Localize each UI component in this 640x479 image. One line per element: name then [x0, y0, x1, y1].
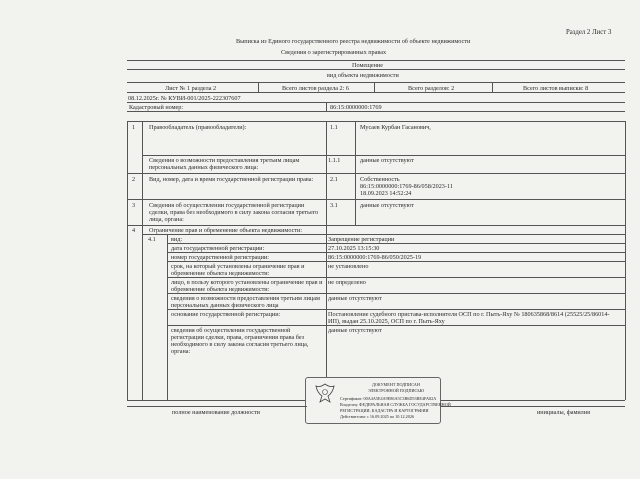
row-1-subnumber: 1.1 [330, 124, 338, 131]
item-transaction-value: данные отсутствуют [328, 327, 382, 334]
row-2-value-3: 18.09.2023 14:52:24 [360, 190, 412, 197]
item-reg-date-value: 27.10.2025 13:15:30 [328, 245, 380, 252]
row-1-value: Мусаев Курбан Гасанович, [360, 124, 431, 131]
total-sections: Всего разделов: 2 [408, 85, 455, 92]
document-title: Выписка из Единого государственного реестра недвижимости об объекте недвижимости [236, 38, 471, 45]
row-3-subnumber: 3.1 [330, 202, 338, 209]
sheet-number: Лист № 1 раздела 2 [165, 85, 217, 92]
section-sheet-label: Раздел 2 Лист 3 [566, 29, 612, 36]
item-transaction-label: сведения об осуществлении государственной регистрации сделки, права, ограничения права без необходимого в силу закона согласия третьего лица, органа: [171, 327, 309, 355]
row-1-number: 1 [132, 124, 136, 131]
item-basis-label: основание государственной регистрации: [171, 311, 281, 318]
document-subtitle: Сведения о зарегистрированных правах [281, 49, 387, 56]
object-type-caption: вид объекта недвижимости [327, 72, 399, 79]
item-basis-value: Постановление судебного пристава-исполнителя ОСП по г. Пыть-Яху № 180635868/8614 (25525/25/86014-ИП), выдан 25.10.2025, ОСП по г. Пыть-Яху [328, 311, 610, 325]
stamp-certificate: Сертификат: 00A4A5E4A9E86A5C3B6D53BE4FA82A [340, 396, 437, 401]
row-3-value: данные отсутствуют [360, 202, 414, 209]
row-1b-label: Сведения о возможности предоставления третьим лицам персональных данных физического лица: [149, 157, 300, 171]
item-term-value: не установлено [328, 263, 369, 270]
cadastral-label: Кадастровый номер: [129, 104, 184, 111]
row-1b-subnumber: 1.1.1 [328, 157, 341, 164]
item-personal-data-label: сведения о возможности предоставления третьим лицам персональных данных физического лица [171, 295, 320, 309]
stamp-owner-2: РЕГИСТРАЦИИ, КАДАСТРА И КАРТОГРАФИИ [340, 408, 429, 413]
row-4-label: Ограничение прав и обременение объекта недвижимости: [149, 227, 303, 234]
electronic-signature-stamp [305, 377, 451, 424]
total-sheets: Всего листов выписки: 8 [523, 85, 589, 92]
row-1-label: Правообладатель (правообладатели): [149, 124, 247, 131]
row-3-number: 3 [132, 202, 136, 209]
item-reg-number-value: 86:15:0000000:1769-86/050/2025-19 [328, 254, 422, 261]
sheets-in-section: Всего листов раздела 2: 6 [282, 85, 349, 92]
stamp-line-1: ДОКУМЕНТ ПОДПИСАН [372, 382, 420, 387]
stamp-line-2: ЭЛЕКТРОННОЙ ПОДПИСЬЮ [368, 388, 425, 393]
object-type: Помещение [352, 62, 383, 69]
item-reg-date-label: дата государственной регистрации: [171, 245, 265, 252]
date-and-number: 08.12.2025г. № КУВИ-001/2025-222307607 [128, 95, 241, 102]
row-4-subnumber: 4.1 [148, 236, 156, 243]
row-1b-value: данные отсутствуют [360, 157, 414, 164]
item-beneficiary-label: лицо, в пользу которого установлены ограничение прав и обременение объекта недвижимости: [171, 279, 323, 293]
row-2-label: Вид, номер, дата и время государственной регистрации права: [149, 176, 314, 183]
item-type-label: вид: [171, 236, 183, 243]
name-caption: инициалы, фамилия [537, 409, 590, 416]
item-type-value: Запрещение регистрации [328, 236, 395, 243]
row-2-number: 2 [132, 176, 136, 183]
item-term-label: срок, на который установлены ограничение прав и обременение объекта недвижимости: [171, 263, 305, 277]
item-beneficiary-value: не определено [328, 279, 366, 286]
item-personal-data-value: данные отсутствуют [328, 295, 382, 302]
item-reg-number-label: номер государственной регистрации: [171, 254, 269, 261]
stamp-validity: Действителен: с 16.09.2025 по 10.12.2026 [340, 414, 415, 419]
row-3-label: Сведения об осуществлении государственной регистрации сделки, права без необходимого в силу закона согласия третьего лица, органа: [149, 202, 319, 223]
row-2-value-2: 86:15:0000000:1769-86/058/2023-11 [360, 183, 453, 190]
stamp-owner: Владелец: ФЕДЕРАЛЬНАЯ СЛУЖБА ГОСУДАРСТВЕННОЙ [340, 402, 451, 407]
row-2-value-1: Собственность [360, 176, 400, 183]
coat-of-arms-icon [314, 382, 336, 406]
row-4-number: 4 [132, 227, 136, 234]
cadastral-value: 86:15:0000000:1769 [330, 104, 382, 111]
row-2-subnumber: 2.1 [330, 176, 338, 183]
position-caption: полное наименование должности [172, 409, 260, 416]
